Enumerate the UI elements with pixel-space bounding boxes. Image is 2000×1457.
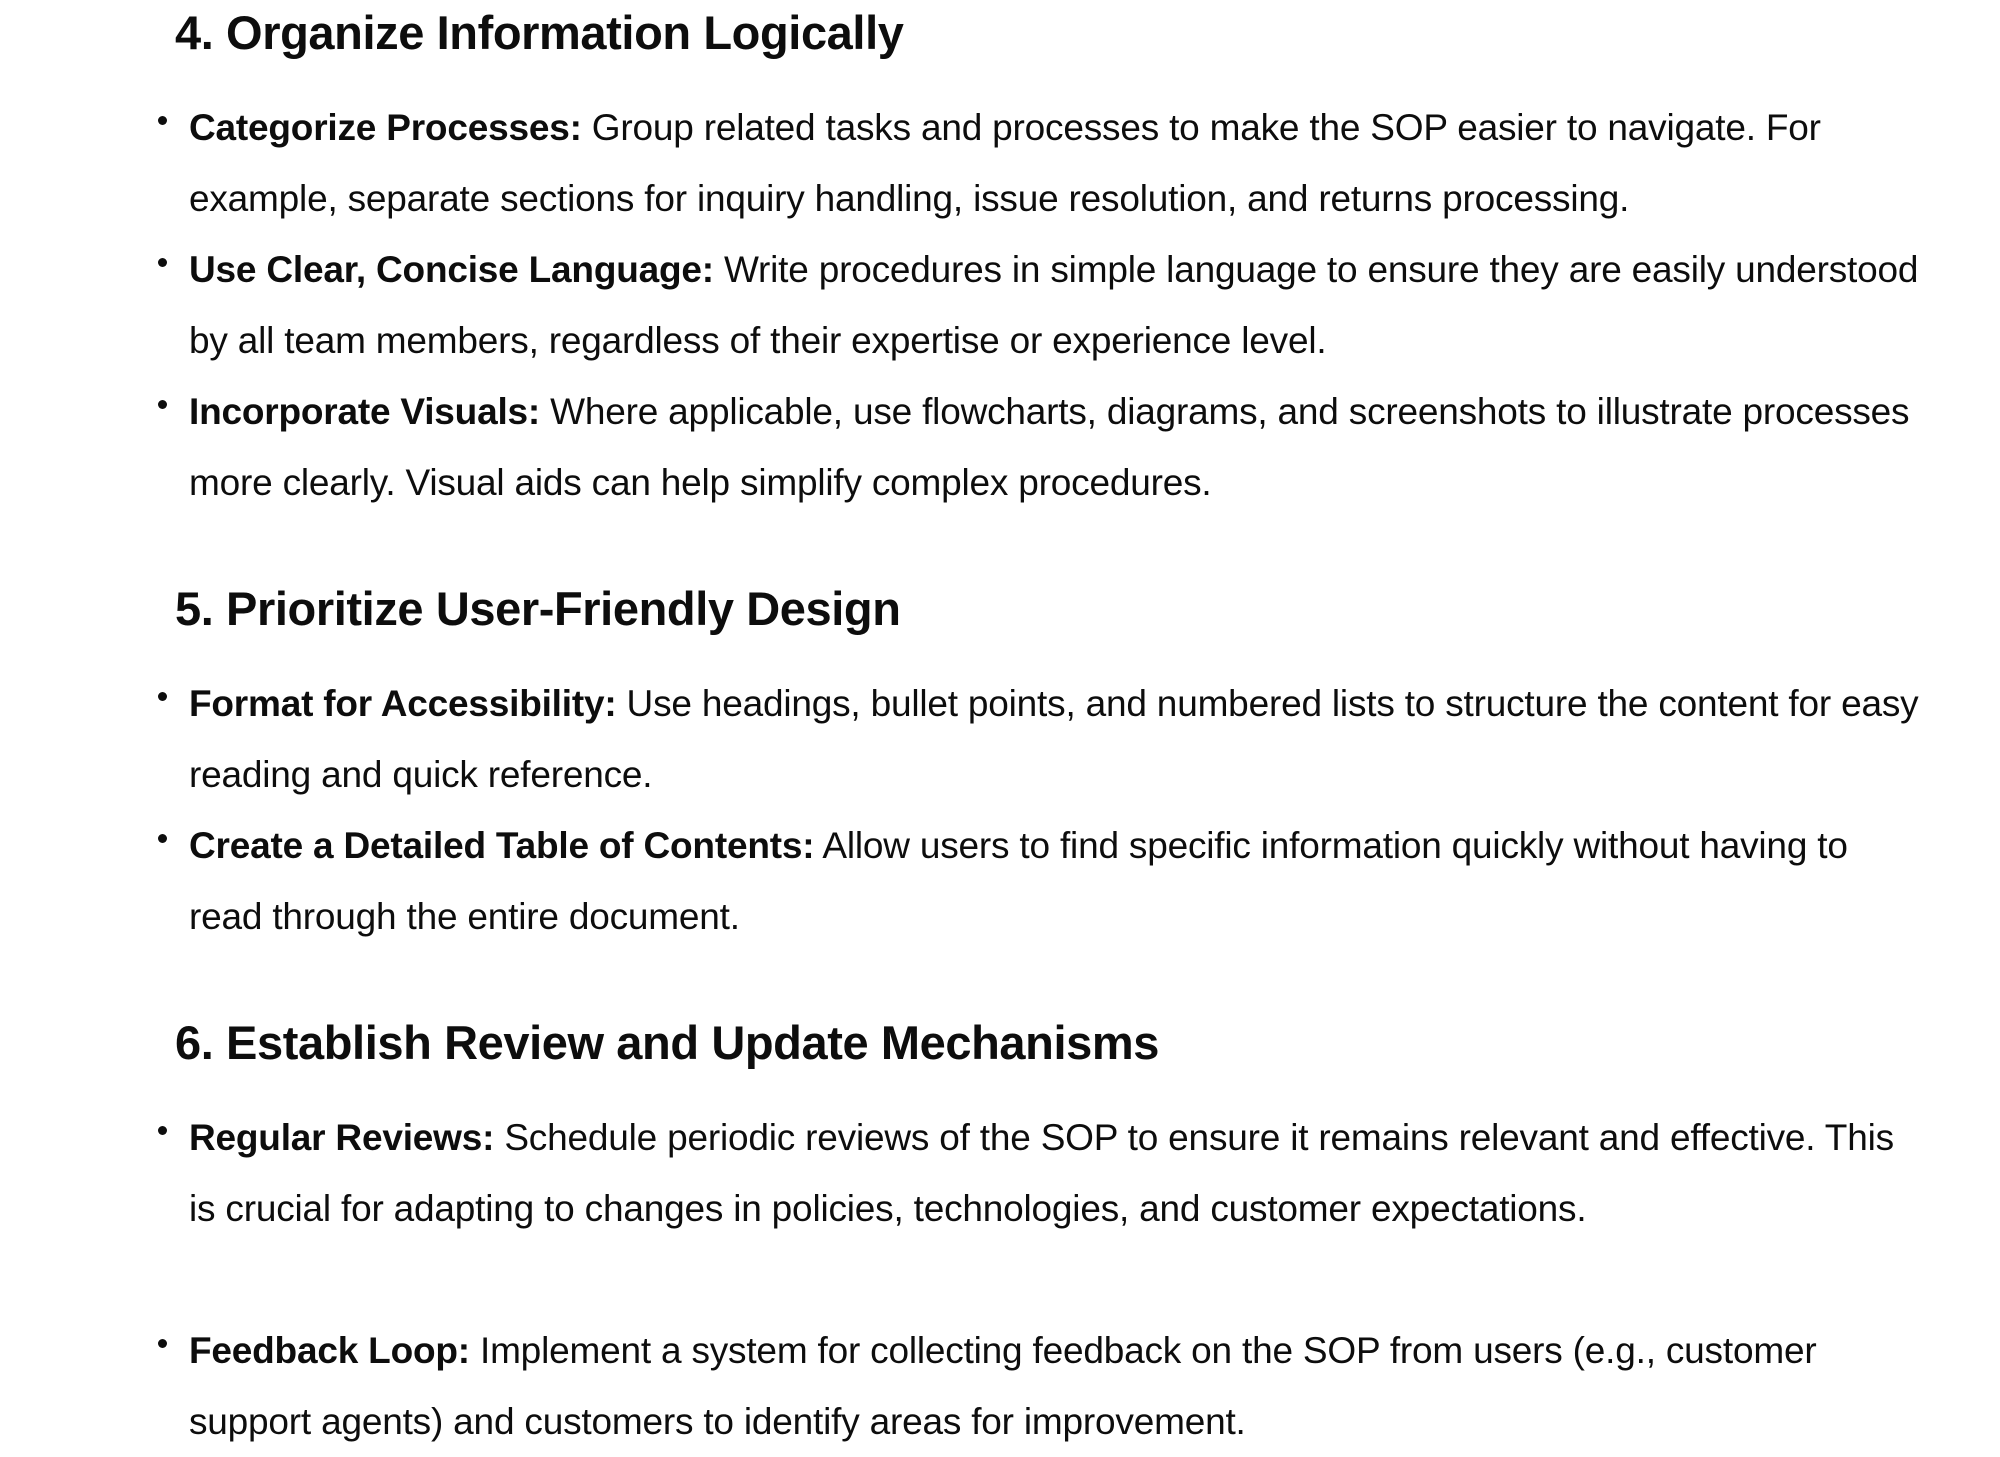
list-item-description: Where applicable, use flowcharts, diagrams, and screenshots to illustrate processes more clearly. Visual aids can help simplify complex procedures. xyxy=(189,391,1910,503)
section-heading: 6. Establish Review and Update Mechanisms xyxy=(175,1016,1159,1069)
section-heading: 5. Prioritize User-Friendly Design xyxy=(175,582,901,635)
bullet-dot-icon xyxy=(158,1126,167,1135)
list-item-description: Implement a system for collecting feedback on the SOP from users (e.g., customer support agents) and customers to identify areas for improvement. xyxy=(189,1330,1817,1442)
list-item-description: Schedule periodic reviews of the SOP to ensure it remains relevant and effective. This is crucial for adapting to changes in policies, technologies, and customer expectations. xyxy=(189,1117,1894,1229)
list-item-text xyxy=(189,1102,1924,1244)
list-item-text xyxy=(189,810,1924,952)
list-item-description: Write procedures in simple language to ensure they are easily understood by all team members, regardless of their expertise or experience level. xyxy=(189,249,1919,361)
list-item-term: Use Clear, Concise Language: xyxy=(189,249,714,290)
bullet-dot-icon xyxy=(158,116,167,125)
list-item-term: Regular Reviews: xyxy=(189,1117,495,1158)
section-heading: 4. Organize Information Logically xyxy=(175,6,904,59)
bullet-dot-icon xyxy=(158,834,167,843)
list-item-term: Format for Accessibility: xyxy=(189,683,617,724)
bullet-dot-icon xyxy=(158,400,167,409)
bullet-dot-icon xyxy=(158,692,167,701)
list-item-text xyxy=(189,234,1924,376)
bullet-dot-icon xyxy=(158,258,167,267)
list-item-term: Create a Detailed Table of Contents: xyxy=(189,825,815,866)
list-item-term: Feedback Loop: xyxy=(189,1330,470,1371)
list-item-description: Allow users to find specific information quickly without having to read through the entire document. xyxy=(189,825,1848,937)
list-item-text xyxy=(189,1315,1924,1457)
bullet-dot-icon xyxy=(158,1339,167,1348)
list-item-description: Use headings, bullet points, and numbered lists to structure the content for easy reading and quick reference. xyxy=(189,683,1919,795)
list-item-term: Categorize Processes: xyxy=(189,107,582,148)
list-item-term: Incorporate Visuals: xyxy=(189,391,541,432)
list-item-text xyxy=(189,376,1924,518)
list-item-text xyxy=(189,668,1924,810)
list-item-text xyxy=(189,92,1924,234)
list-item-description: Group related tasks and processes to make the SOP easier to navigate. For example, separate sections for inquiry handling, issue resolution, and returns processing. xyxy=(189,107,1821,219)
